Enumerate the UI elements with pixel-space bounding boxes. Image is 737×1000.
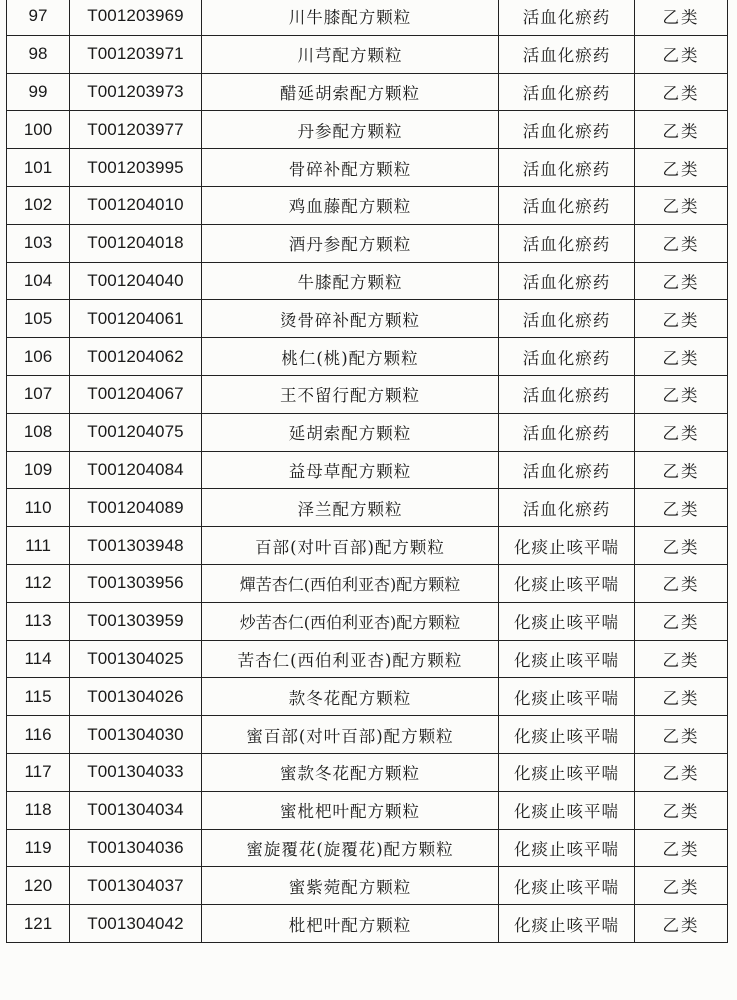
insurance-class: 乙类	[635, 527, 728, 565]
drug-name: 枇杷叶配方颗粒	[202, 905, 499, 943]
drug-name: 燀苦杏仁(西伯利亚杏)配方颗粒	[202, 564, 499, 602]
drug-code: T001303948	[70, 527, 202, 565]
insurance-class: 乙类	[635, 905, 728, 943]
row-number: 110	[7, 489, 70, 527]
drug-category: 化痰止咳平喘	[499, 905, 635, 943]
drug-code: T001303959	[70, 602, 202, 640]
row-number: 98	[7, 35, 70, 73]
drug-name: 蜜百部(对叶百部)配方颗粒	[202, 716, 499, 754]
table-row	[7, 149, 728, 187]
insurance-class: 乙类	[635, 489, 728, 527]
table-row	[7, 867, 728, 905]
table-row	[7, 111, 728, 149]
drug-category: 活血化瘀药	[499, 186, 635, 224]
insurance-class: 乙类	[635, 716, 728, 754]
drug-code: T001203977	[70, 111, 202, 149]
table-row	[7, 829, 728, 867]
insurance-class: 乙类	[635, 186, 728, 224]
drug-name: 百部(对叶百部)配方颗粒	[202, 527, 499, 565]
insurance-class: 乙类	[635, 829, 728, 867]
insurance-class: 乙类	[635, 678, 728, 716]
row-number: 117	[7, 753, 70, 791]
drug-name: 川牛膝配方颗粒	[202, 0, 499, 35]
drug-name: 川芎配方颗粒	[202, 35, 499, 73]
insurance-class: 乙类	[635, 375, 728, 413]
drug-name: 延胡索配方颗粒	[202, 413, 499, 451]
row-number: 103	[7, 224, 70, 262]
drug-name: 蜜款冬花配方颗粒	[202, 753, 499, 791]
row-number: 118	[7, 791, 70, 829]
drug-category: 化痰止咳平喘	[499, 829, 635, 867]
table-row	[7, 338, 728, 376]
drug-category: 化痰止咳平喘	[499, 640, 635, 678]
drug-category: 活血化瘀药	[499, 262, 635, 300]
drug-category: 化痰止咳平喘	[499, 753, 635, 791]
insurance-class: 乙类	[635, 73, 728, 111]
drug-name: 桃仁(桃)配方颗粒	[202, 338, 499, 376]
drug-code: T001304042	[70, 905, 202, 943]
drug-code: T001304034	[70, 791, 202, 829]
drug-name: 王不留行配方颗粒	[202, 375, 499, 413]
row-number: 114	[7, 640, 70, 678]
insurance-class: 乙类	[635, 111, 728, 149]
table-row	[7, 224, 728, 262]
row-number: 108	[7, 413, 70, 451]
drug-category: 化痰止咳平喘	[499, 791, 635, 829]
insurance-class: 乙类	[635, 149, 728, 187]
insurance-class: 乙类	[635, 791, 728, 829]
table-row	[7, 640, 728, 678]
table-row	[7, 489, 728, 527]
drug-code: T001304037	[70, 867, 202, 905]
drug-code: T001303956	[70, 564, 202, 602]
drug-name: 牛膝配方颗粒	[202, 262, 499, 300]
drug-code: T001204040	[70, 262, 202, 300]
drug-name: 酒丹参配方颗粒	[202, 224, 499, 262]
table-row	[7, 186, 728, 224]
row-number: 97	[7, 0, 70, 35]
drug-name: 苦杏仁(西伯利亚杏)配方颗粒	[202, 640, 499, 678]
drug-category: 化痰止咳平喘	[499, 602, 635, 640]
drug-code: T001203969	[70, 0, 202, 35]
row-number: 106	[7, 338, 70, 376]
drug-category: 活血化瘀药	[499, 111, 635, 149]
drug-category: 化痰止咳平喘	[499, 678, 635, 716]
drug-category: 活血化瘀药	[499, 489, 635, 527]
drug-code: T001204075	[70, 413, 202, 451]
table-row	[7, 413, 728, 451]
row-number: 113	[7, 602, 70, 640]
drug-name: 丹参配方颗粒	[202, 111, 499, 149]
drug-code: T001204061	[70, 300, 202, 338]
insurance-class: 乙类	[635, 602, 728, 640]
table-row	[7, 300, 728, 338]
drug-code: T001203995	[70, 149, 202, 187]
row-number: 116	[7, 716, 70, 754]
drug-code: T001204089	[70, 489, 202, 527]
drug-category: 活血化瘀药	[499, 149, 635, 187]
table-row	[7, 527, 728, 565]
table-row	[7, 753, 728, 791]
row-number: 105	[7, 300, 70, 338]
drug-name: 烫骨碎补配方颗粒	[202, 300, 499, 338]
drug-name: 款冬花配方颗粒	[202, 678, 499, 716]
row-number: 107	[7, 375, 70, 413]
table-row	[7, 678, 728, 716]
insurance-class: 乙类	[635, 338, 728, 376]
table-row	[7, 35, 728, 73]
drug-name: 蜜枇杷叶配方颗粒	[202, 791, 499, 829]
drug-name: 鸡血藤配方颗粒	[202, 186, 499, 224]
insurance-class: 乙类	[635, 640, 728, 678]
drug-code: T001304026	[70, 678, 202, 716]
drug-list-table	[6, 0, 728, 943]
drug-category: 化痰止咳平喘	[499, 867, 635, 905]
table-row	[7, 716, 728, 754]
insurance-class: 乙类	[635, 867, 728, 905]
drug-category: 活血化瘀药	[499, 375, 635, 413]
row-number: 99	[7, 73, 70, 111]
row-number: 102	[7, 186, 70, 224]
drug-code: T001203971	[70, 35, 202, 73]
row-number: 120	[7, 867, 70, 905]
drug-name: 益母草配方颗粒	[202, 451, 499, 489]
table-row	[7, 451, 728, 489]
drug-category: 化痰止咳平喘	[499, 527, 635, 565]
drug-category: 活血化瘀药	[499, 73, 635, 111]
drug-name: 骨碎补配方颗粒	[202, 149, 499, 187]
drug-code: T001204010	[70, 186, 202, 224]
drug-code: T001304033	[70, 753, 202, 791]
drug-name: 炒苦杏仁(西伯利亚杏)配方颗粒	[202, 602, 499, 640]
insurance-class: 乙类	[635, 224, 728, 262]
drug-name: 蜜旋覆花(旋覆花)配方颗粒	[202, 829, 499, 867]
table-row	[7, 564, 728, 602]
table-row	[7, 905, 728, 943]
table-row	[7, 375, 728, 413]
drug-code: T001304025	[70, 640, 202, 678]
drug-category: 活血化瘀药	[499, 300, 635, 338]
insurance-class: 乙类	[635, 262, 728, 300]
row-number: 104	[7, 262, 70, 300]
row-number: 112	[7, 564, 70, 602]
row-number: 111	[7, 527, 70, 565]
drug-category: 活血化瘀药	[499, 338, 635, 376]
drug-category: 活血化瘀药	[499, 224, 635, 262]
table-row	[7, 0, 728, 35]
insurance-class: 乙类	[635, 0, 728, 35]
insurance-class: 乙类	[635, 564, 728, 602]
row-number: 119	[7, 829, 70, 867]
drug-name: 蜜紫菀配方颗粒	[202, 867, 499, 905]
drug-code: T001204062	[70, 338, 202, 376]
drug-code: T001304036	[70, 829, 202, 867]
row-number: 101	[7, 149, 70, 187]
drug-category: 活血化瘀药	[499, 35, 635, 73]
drug-category: 活血化瘀药	[499, 413, 635, 451]
row-number: 115	[7, 678, 70, 716]
insurance-class: 乙类	[635, 451, 728, 489]
row-number: 121	[7, 905, 70, 943]
drug-code: T001204018	[70, 224, 202, 262]
insurance-class: 乙类	[635, 300, 728, 338]
table-body	[7, 0, 728, 942]
drug-code: T001203973	[70, 73, 202, 111]
drug-code: T001204084	[70, 451, 202, 489]
table-row	[7, 73, 728, 111]
insurance-class: 乙类	[635, 413, 728, 451]
drug-category: 化痰止咳平喘	[499, 564, 635, 602]
row-number: 100	[7, 111, 70, 149]
drug-category: 活血化瘀药	[499, 451, 635, 489]
drug-category: 化痰止咳平喘	[499, 716, 635, 754]
row-number: 109	[7, 451, 70, 489]
insurance-class: 乙类	[635, 753, 728, 791]
table-row	[7, 602, 728, 640]
drug-code: T001304030	[70, 716, 202, 754]
drug-name: 醋延胡索配方颗粒	[202, 73, 499, 111]
drug-category: 活血化瘀药	[499, 0, 635, 35]
drug-name: 泽兰配方颗粒	[202, 489, 499, 527]
insurance-class: 乙类	[635, 35, 728, 73]
table-row	[7, 791, 728, 829]
drug-code: T001204067	[70, 375, 202, 413]
table-row	[7, 262, 728, 300]
